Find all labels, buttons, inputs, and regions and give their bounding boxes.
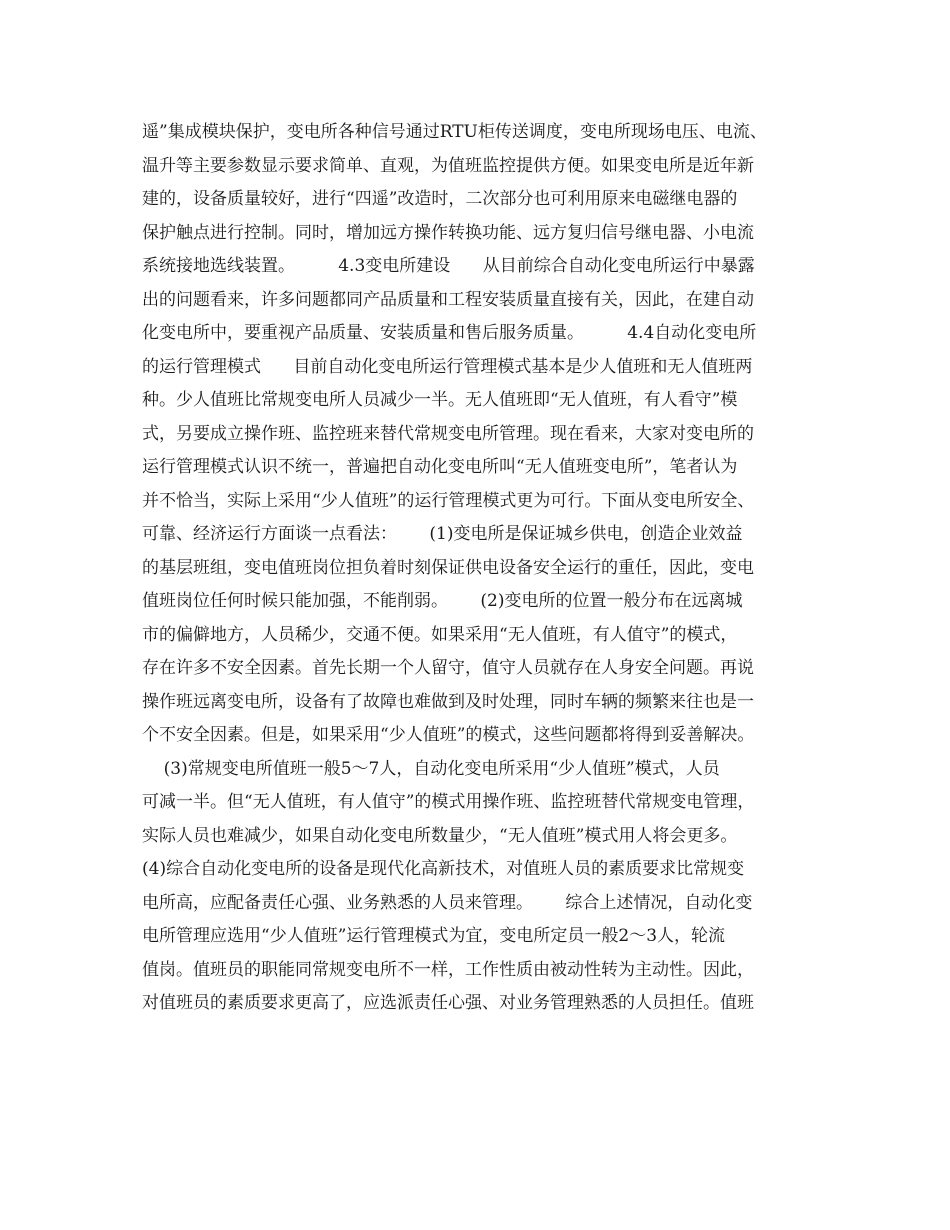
text-line: 对值班员的素质要求更高了，应选派责任心强、对业务管理熟悉的人员担任。值班	[142, 993, 754, 1013]
text-line: 种。少人值班比常规变电所人员减少一半。无人值班即“无人值班，有人看守”模	[142, 390, 738, 410]
text-line: 温升等主要参数显示要求简单、直观，为值班监控提供方便。如果变电所是近年新	[142, 155, 754, 176]
text-line: (4)综合自动化变电所的设备是现代化高新技术，对值班人员的素质要求比常规变	[142, 859, 745, 879]
text-line: (3)常规变电所值班一般5～7人，自动化变电所采用“少人值班”模式，人员	[142, 758, 720, 779]
text-line: 出的问题看来，许多问题都同产品质量和工程安装质量直接有关，因此，在建自动	[142, 289, 754, 310]
text-line: 式，另要成立操作班、监控班来替代常规变电所管理。现在看来，大家对变电所的	[142, 423, 754, 444]
text-line: 可减一半。但“无人值班，有人值守”的模式用操作班、监控班替代常规变电管理，	[142, 792, 755, 812]
text-line: 保护触点进行控制。同时，增加远方操作转换功能、远方复归信号继电器、小电流	[142, 222, 754, 243]
text-line: 电所高，应配备责任心强、业务熟悉的人员来管理。 综合上述情况，自动化变	[142, 892, 753, 913]
text-line: 存在许多不安全因素。首先长期一个人留守，值守人员就存在人身安全问题。再说	[142, 658, 754, 678]
text-line: 的运行管理模式 目前自动化变电所运行管理模式基本是少人值班和无人值班两	[142, 356, 753, 377]
text-line: 可靠、经济运行方面谈一点看法： (1)变电所是保证城乡供电，创造企业效益	[142, 524, 743, 544]
text-line: 个不安全因素。但是，如果采用“少人值班”的模式，这些问题都将得到妥善解决。	[142, 725, 755, 745]
text-line: 操作班远离变电所，设备有了故障也难做到及时处理，同时车辆的频繁来往也是一	[142, 691, 754, 712]
text-line: 系统接地选线装置。 4.3变电所建设 从目前综合自动化变电所运行中暴露	[142, 256, 755, 276]
text-line: 并不恰当，实际上采用“少人值班”的运行管理模式更为可行。下面从变电所安全、	[142, 490, 755, 511]
text-line: 值岗。值班员的职能同常规变电所不一样，工作性质由被动性转为主动性。因此，	[142, 959, 754, 980]
text-line: 的基层班组，变电值班岗位担负着时刻保证供电设备安全运行的重任，因此，变电	[142, 557, 754, 578]
text-line: 建的，设备质量较好，进行“四遥”改造时，二次部分也可利用原来电磁继电器的	[142, 189, 738, 209]
text-line: 化变电所中，要重视产品质量、安装质量和售后服务质量。 4.4自动化变电所	[142, 323, 757, 343]
text-line: 值班岗位任何时候只能加强，不能削弱。 (2)变电所的位置一般分布在远离城	[142, 591, 743, 611]
body-text	[142, 116, 822, 1021]
text-line: 电所管理应选用“少人值班”运行管理模式为宜，变电所定员一般2～3人，轮流	[142, 926, 726, 946]
text-line: 市的偏僻地方，人员稀少，交通不便。如果采用“无人值班，有人值守”的模式，	[142, 624, 738, 645]
text-line: 实际人员也难减少，如果自动化变电所数量少，“无人值班”模式用人将会更多。	[142, 825, 738, 846]
text-line: 运行管理模式认识不统一，普遍把自动化变电所叫“无人值班变电所”，笔者认为	[142, 457, 738, 477]
text-line: 遥”集成模块保护，变电所各种信号通过RTU柜传送调度，变电所现场电压、电流、	[142, 122, 767, 142]
